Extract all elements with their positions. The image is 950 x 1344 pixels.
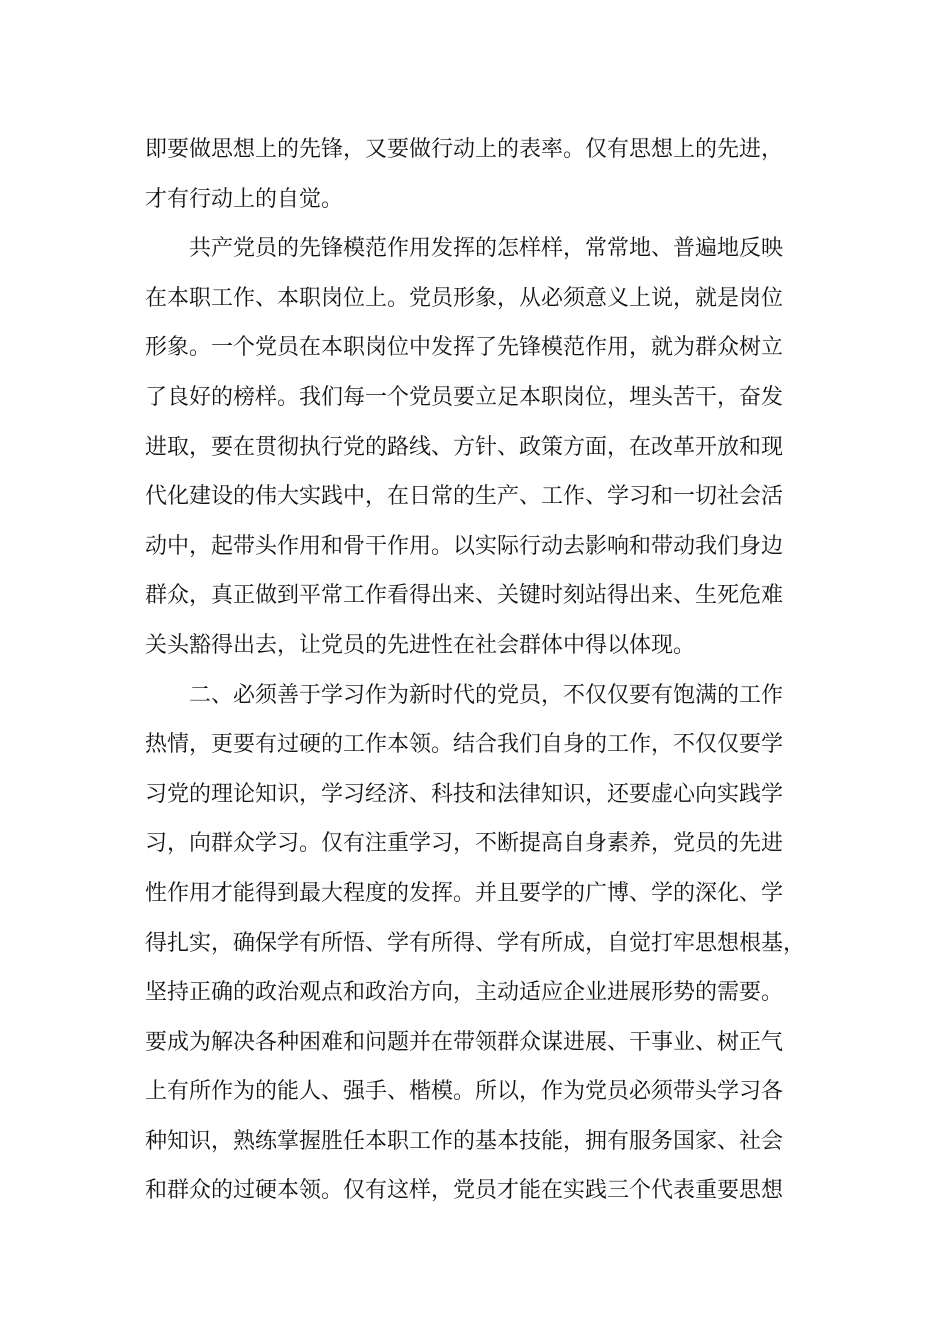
text-line: 要成为解决各种困难和问题并在带领群众谋进展、干事业、树正气 (145, 1029, 784, 1055)
text-line: 热情，更要有过硬的工作本领。结合我们自身的工作，不仅仅要学 (145, 732, 784, 758)
text-line: 代化建设的伟大实践中，在日常的生产、工作、学习和一切社会活 (145, 484, 784, 510)
text-line: 才有行动上的自觉。 (145, 186, 344, 212)
text-line: 得扎实，确保学有所悟、学有所得、学有所成，自觉打牢思想根基， (145, 930, 806, 956)
text-line: 进取，要在贯彻执行党的路线、方针、政策方面，在改革开放和现 (145, 434, 784, 460)
text-line: 群众，真正做到平常工作看得出来、关键时刻站得出来、生死危难 (145, 583, 784, 609)
text-line: 上有所作为的能人、强手、楷模。所以，作为党员必须带头学习各 (145, 1079, 784, 1105)
text-line: 形象。一个党员在本职岗位中发挥了先锋模范作用，就为群众树立 (145, 335, 784, 361)
text-line: 了良好的榜样。我们每一个党员要立足本职岗位，埋头苦干，奋发 (145, 384, 784, 410)
text-line: 在本职工作、本职岗位上。党员形象，从必须意义上说，就是岗位 (145, 285, 784, 311)
text-line: 习，向群众学习。仅有注重学习，不断提高自身素养，党员的先进 (145, 831, 784, 857)
text-line: 种知识，熟练掌握胜任本职工作的基本技能，拥有服务国家、社会 (145, 1128, 784, 1154)
text-line: 坚持正确的政治观点和政治方向，主动适应企业进展形势的需要。 (145, 980, 784, 1006)
text-line: 二、必须善于学习作为新时代的党员，不仅仅要有饱满的工作 (145, 682, 784, 708)
document-body (145, 125, 825, 1216)
text-line: 和群众的过硬本领。仅有这样，党员才能在实践三个代表重要思想 (145, 1178, 784, 1204)
text-line: 即要做思想上的先锋，又要做行动上的表率。仅有思想上的先进， (145, 137, 784, 162)
text-line: 性作用才能得到最大程度的发挥。并且要学的广博、学的深化、学 (145, 880, 784, 906)
text-line: 关头豁得出去，让党员的先进性在社会群体中得以体现。 (145, 632, 696, 658)
text-line: 共产党员的先锋模范作用发挥的怎样样，常常地、普遍地反映 (145, 236, 784, 262)
text-line: 习党的理论知识，学习经济、科技和法律知识，还要虚心向实践学 (145, 781, 784, 807)
text-line: 动中，起带头作用和骨干作用。以实际行动去影响和带动我们身边 (145, 533, 784, 559)
